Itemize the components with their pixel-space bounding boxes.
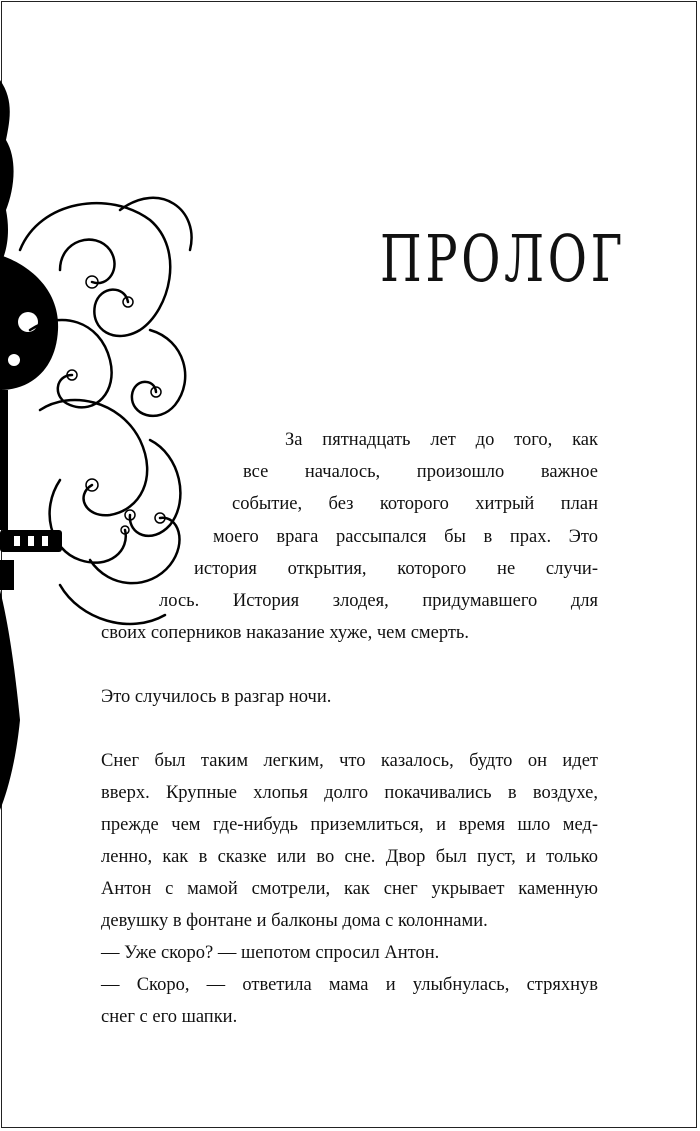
text-line: прежде чем где-нибудь приземлиться, и время шло мед- [101,815,598,835]
text-line: — Скоро, — ответила мама и улыбнулась, стряхнув [101,975,598,995]
text-line: событие, без которого хитрый план [232,494,598,514]
text-line: лось. История злодея, придумавшего для [159,591,598,611]
text-line: девушку в фонтане и балконы дома с колоннами. [101,911,488,931]
text-line: вверх. Крупные хлопья долго покачивались в воздухе, [101,783,598,803]
text-line: ленно, как в сказке или во сне. Двор был пуст, и только [101,847,598,867]
chapter-title: ПРОЛОГ [380,222,627,297]
text-line: — Уже скоро? — шепотом спросил Антон. [101,943,440,963]
text-line: моего врага рассыпался бы в прах. Это [213,527,598,547]
text-line: Антон с мамой смотрели, как снег укрывает каменную [101,879,598,899]
text-line: все началось, произошло важное [243,462,598,482]
text-line: история открытия, которого не случи- [194,559,598,579]
text-line: своих соперников наказание хуже, чем смерть. [101,623,469,643]
text-line: Снег был таким легким, что казалось, будто он идет [101,751,598,771]
text-line: снег с его шапки. [101,1007,238,1027]
text-line: Это случилось в разгар ночи. [101,687,332,707]
text-line: За пятнадцать лет до того, как [285,430,598,450]
